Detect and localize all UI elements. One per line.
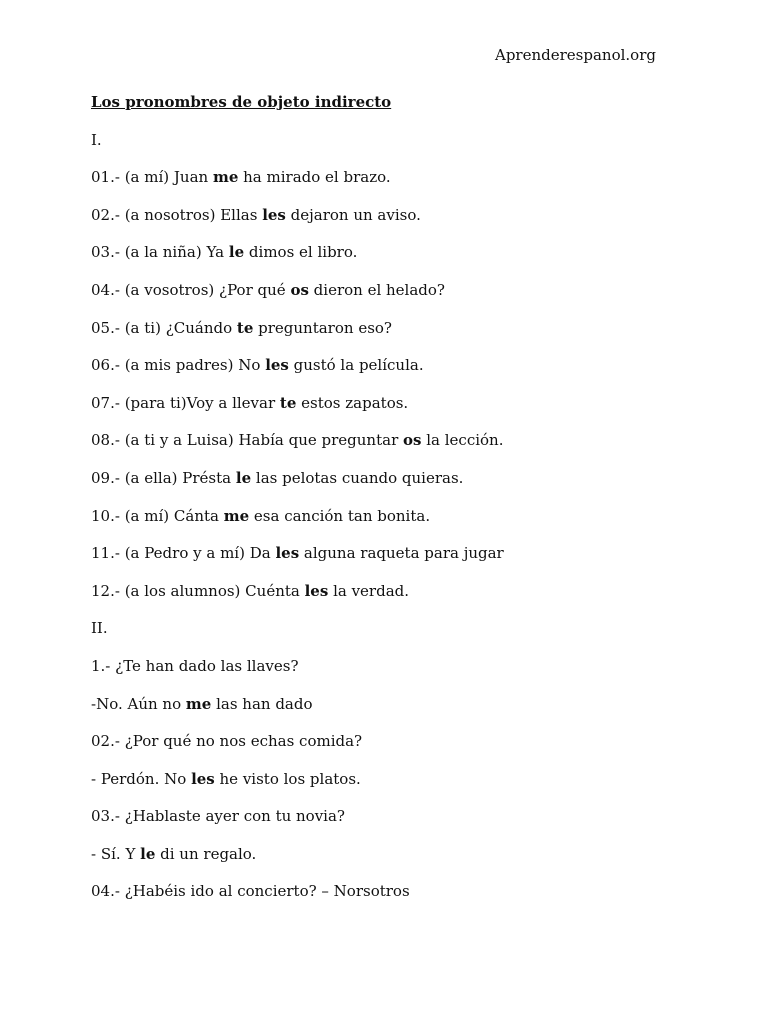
document-line: 04.- ¿Habéis ido al concierto? – Norsotros: [91, 882, 410, 901]
document-line: - Sí. Y le di un regalo.: [91, 844, 257, 863]
document-line: 05.- (a ti) ¿Cuándo te preguntaron eso?: [91, 318, 392, 337]
document-line: 12.- (a los alumnos) Cuénta les la verdad.: [91, 581, 410, 600]
document-line: 10.- (a mí) Cánta me esa canción tan bonita.: [91, 506, 431, 525]
document-line: 01.- (a mí) Juan me ha mirado el brazo.: [91, 168, 391, 187]
site-name: Aprenderespanol.org: [495, 46, 656, 64]
document-line: 03.- (a la niña) Ya le dimos el libro.: [91, 243, 358, 262]
document-line: II.: [91, 619, 108, 638]
document-line: 02.- (a nosotros) Ellas les dejaron un aviso.: [91, 205, 421, 224]
document-line: 09.- (a ella) Présta le las pelotas cuando quieras.: [91, 468, 464, 487]
document-line: I.: [91, 130, 102, 149]
document-line: 08.- (a ti y a Luisa) Había que preguntar os la lección.: [91, 431, 504, 450]
document-line: 1.- ¿Te han dado las llaves?: [91, 656, 299, 675]
document-body: [91, 92, 731, 919]
document-line: 07.- (para ti)Voy a llevar te estos zapatos.: [91, 393, 409, 412]
document-line: -No. Aún no me las han dado: [91, 694, 313, 713]
document-line: 04.- (a vosotros) ¿Por qué os dieron el helado?: [91, 280, 445, 299]
document-line: 02.- ¿Por qué no nos echas comida?: [91, 732, 363, 751]
document-line: - Perdón. No les he visto los platos.: [91, 769, 361, 788]
document-title: Los pronombres de objeto indirecto: [91, 93, 392, 111]
document-line: 11.- (a Pedro y a mí) Da les alguna raqueta para jugar: [91, 544, 504, 563]
document-line: 06.- (a mis padres) No les gustó la película.: [91, 356, 424, 375]
document-line: 03.- ¿Hablaste ayer con tu novia?: [91, 807, 345, 826]
